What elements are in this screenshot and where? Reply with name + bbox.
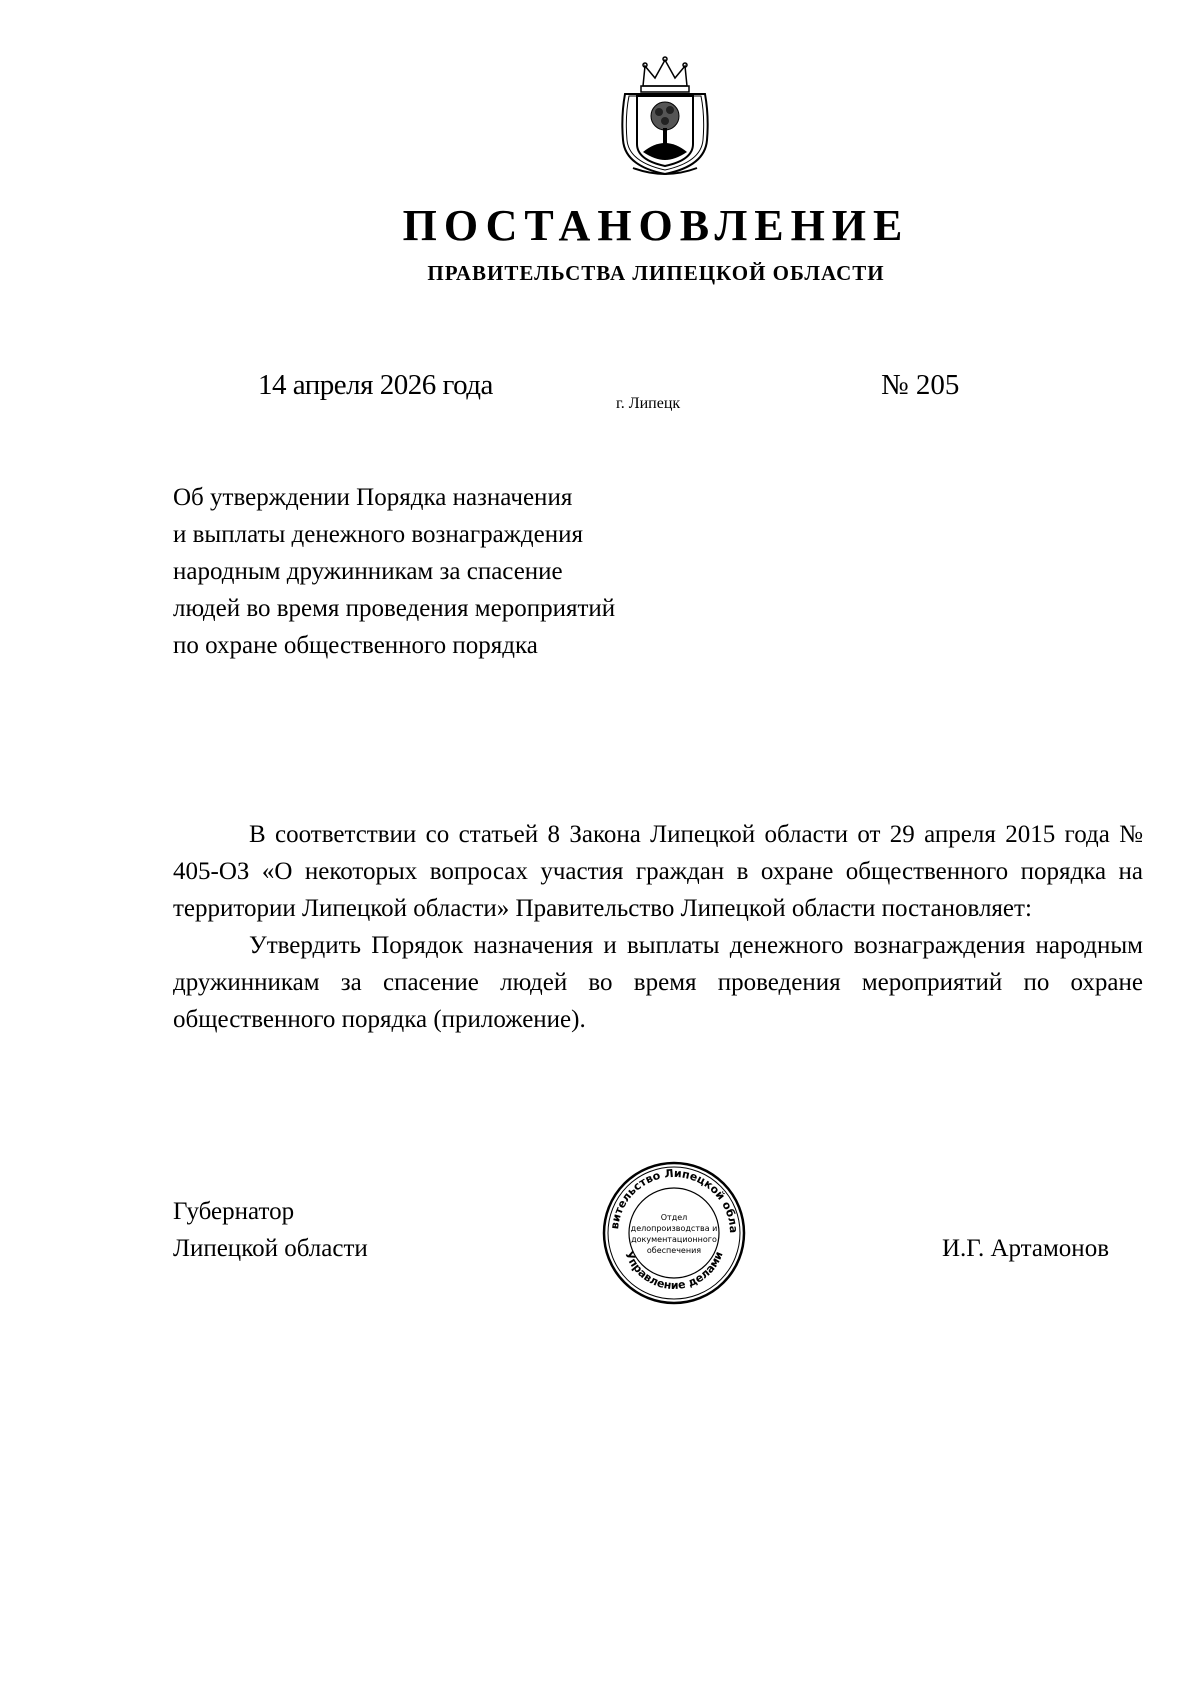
heading-line: Об утверждении Порядка назначения [173, 484, 573, 511]
document-body [173, 816, 1143, 1038]
signer-position-line: Губернатор [173, 1198, 295, 1225]
stamp-center-line: делопроизводства и [630, 1224, 718, 1233]
stamp-center-line: документационного [631, 1235, 717, 1244]
heading-line: и выплаты денежного вознаграждения [173, 521, 584, 548]
signer-name: И.Г. Артамонов [942, 1235, 1109, 1262]
heading-line: народным дружинникам за спасение [173, 558, 563, 585]
body-paragraph: Утвердить Порядок назначения и выплаты денежного вознаграждения народным дружинникам за спасение людей во время проведения мероприятий по охране общественного порядка (приложение). [173, 932, 1143, 1033]
signer-position-line: Липецкой области [173, 1235, 368, 1262]
coat-of-arms-icon [615, 56, 715, 178]
stamp-outer-text: вительство Липецкой обла [608, 1166, 741, 1234]
stamp-center-line: Отдел [660, 1213, 688, 1222]
round-stamp-icon [601, 1160, 747, 1306]
body-paragraph: В соответствии со статьей 8 Закона Липецкой области от 29 апреля 2015 года № 405-ОЗ «О некоторых вопросах участия граждан в охране общественного порядка на территории Липецкой области» Правительство Липецкой области постановляет: [173, 821, 1143, 922]
stamp-center-line: обеспечения [646, 1246, 702, 1255]
document-subtitle: ПРАВИТЕЛЬСТВА ЛИПЕЦКОЙ ОБЛАСТИ [427, 261, 885, 285]
document-city: г. Липецк [616, 395, 681, 412]
stamp-bottom-text: Управление делами [622, 1249, 726, 1293]
heading-line: по охране общественного порядка [173, 632, 538, 659]
document-title: ПОСТАНОВЛЕНИЕ [402, 201, 910, 250]
signer-position [173, 1193, 368, 1267]
document-number: № 205 [881, 369, 960, 401]
document-heading [173, 479, 733, 664]
heading-line: людей во время проведения мероприятий [173, 595, 616, 622]
document-date: 14 апреля 2026 года [258, 369, 493, 401]
